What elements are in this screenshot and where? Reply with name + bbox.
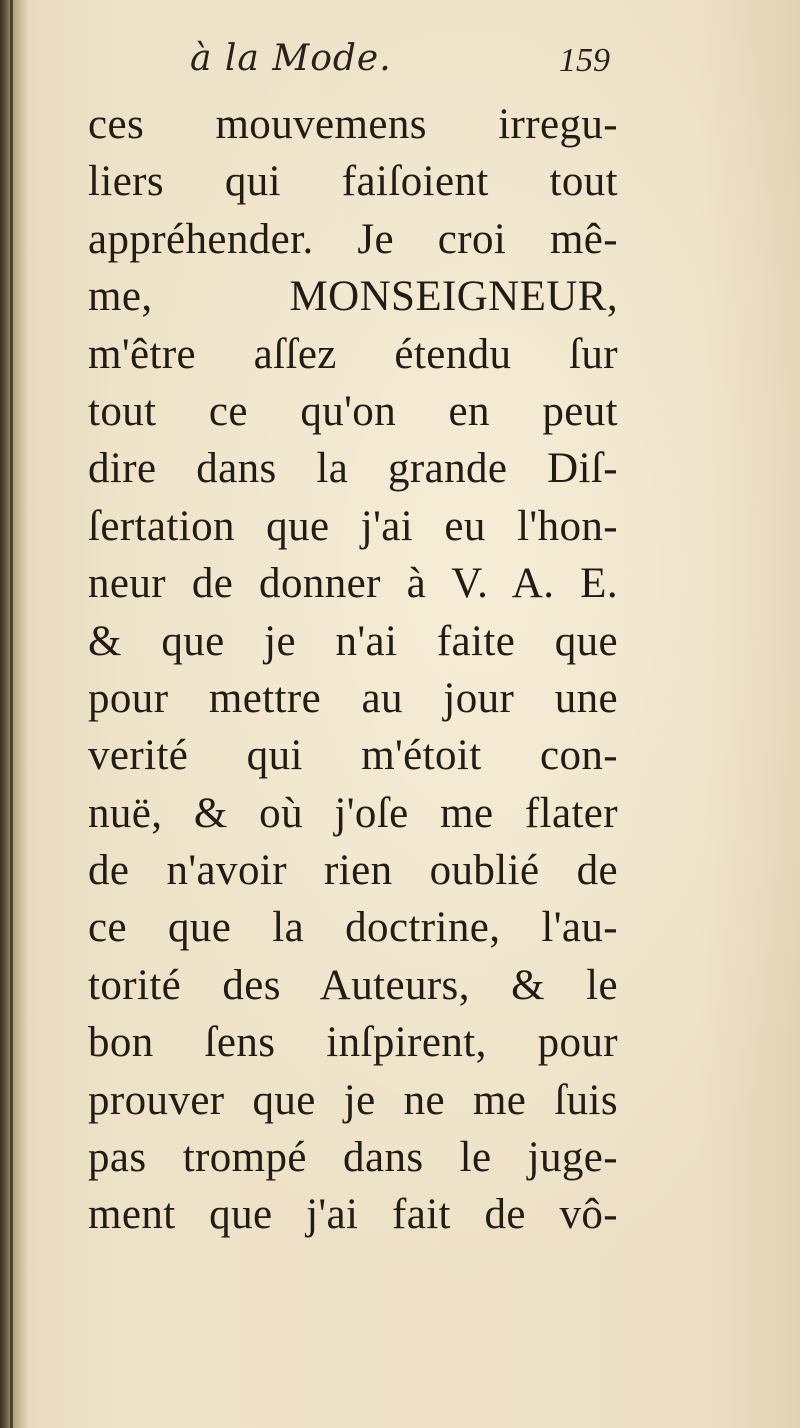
running-title: à la Mode. <box>190 38 392 79</box>
text-line: bon ſens inſpirent, pour <box>88 1019 618 1067</box>
text-line: me, MONSEIGNEUR, <box>88 273 618 321</box>
text-line: tout ce qu'on en peut <box>88 387 618 435</box>
running-head <box>180 38 610 88</box>
text-line: pas trompé dans le juge- <box>88 1134 618 1182</box>
text-line: & que je n'ai faite que <box>88 617 618 665</box>
page-number: 159 <box>559 42 610 79</box>
text-line: m'être aſſez étendu ſur <box>88 330 618 378</box>
body-text <box>88 96 618 1244</box>
text-line: ment que j'ai fait de vô- <box>88 1191 618 1239</box>
text-line: nuë, & où j'oſe me flater <box>88 789 618 837</box>
text-line: ce que la doctrine, l'au- <box>88 904 618 952</box>
text-line: neur de donner à V. A. E. <box>88 560 618 608</box>
binding-edge <box>10 0 13 1428</box>
text-line: pour mettre au jour une <box>88 674 618 722</box>
text-line: de n'avoir rien oublié de <box>88 847 618 895</box>
text-line: torité des Auteurs, & le <box>88 961 618 1009</box>
text-line: dire dans la grande Diſ- <box>88 445 618 493</box>
text-line: ces mouvemens irregu- <box>88 101 618 148</box>
text-line: prouver que je ne me ſuis <box>88 1076 618 1124</box>
text-line: appréhender. Je croi mê- <box>88 215 618 263</box>
text-line: ſertation que j'ai eu l'hon- <box>88 502 618 550</box>
page-gutter-shadow <box>0 0 28 1428</box>
text-line: verité qui m'étoit con- <box>88 732 618 780</box>
text-line: liers qui faiſoient tout <box>88 158 618 206</box>
